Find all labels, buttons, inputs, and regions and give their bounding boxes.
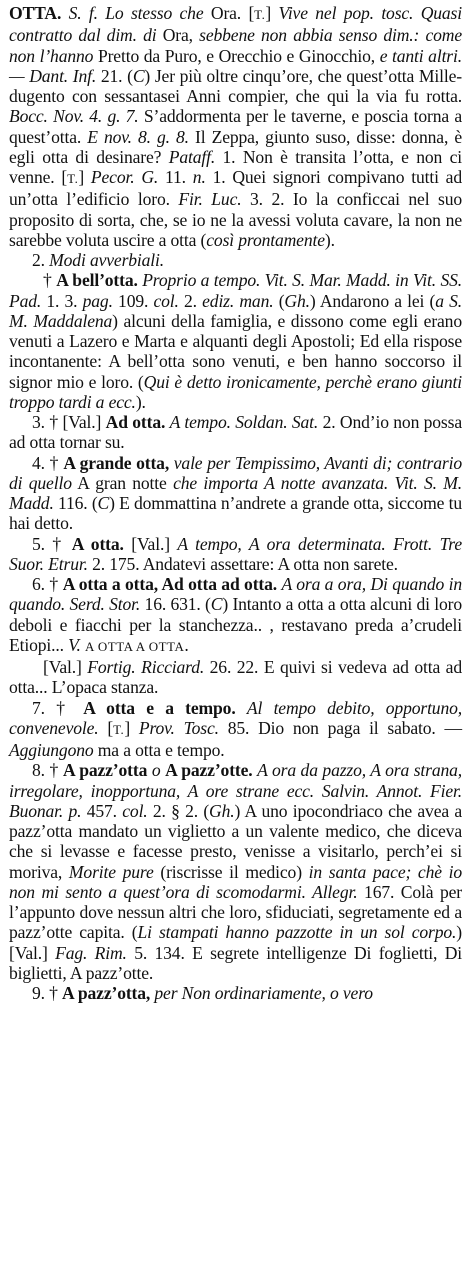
italic-text: col. (122, 800, 148, 821)
body-text: [Val.] (43, 657, 88, 677)
italic-text: C (132, 65, 145, 86)
italic-text: Modi avverbiali. (49, 250, 165, 270)
italic-text: Vive nel pop. tosc. Quasi contratto dal dim. di (9, 3, 462, 46)
body-text: 4. † (32, 452, 64, 473)
italic-text: pag. (82, 290, 113, 311)
italic-text: V. (68, 634, 81, 655)
italic-text: E nov. 8. g. 8. (87, 126, 189, 147)
body-text: 2. (178, 290, 203, 311)
italic-text: Gh. (284, 290, 310, 311)
small-caps-text: T. (67, 171, 79, 186)
sense-paragraph (9, 534, 462, 575)
italic-text: che importa A notte avanzata. Vit. S. M. Madd. (9, 472, 462, 513)
body-text: [ (98, 717, 114, 738)
italic-text: o (151, 760, 161, 781)
headword: A pazz’otte. (165, 760, 253, 781)
body-text: 3. † [Val.] (32, 412, 106, 432)
body-text: 9. † (32, 983, 63, 1003)
italic-text: Fag. Rim. (55, 942, 127, 963)
headword: A otta a otta, Ad otta ad otta. (62, 574, 278, 594)
entry-senses (9, 250, 462, 1003)
italic-text: Proprio a tempo. Vit. S. Mar. Madd. in Vit. SS. Pad. (9, 270, 463, 311)
body-text: ) Andarono a lei ( (309, 290, 436, 311)
italic-text: Morite pure (68, 861, 154, 882)
body-text: A gran notte (71, 472, 174, 493)
italic-text: in santa pace; chè io non mi sento a quest’ora di scomodarmi. Allegr. (9, 861, 462, 902)
body-text: ) A uno ipocondriaco che avea a pazz’otta mandato un viglietto a un valente medico, che diceva che si levasse e facesse presto, venisse a visitarlo, perch’ei si moriva, (9, 800, 463, 882)
italic-text: C (97, 493, 110, 513)
italic-text: Aggiungono (9, 740, 94, 760)
body-text: 1. 3. (41, 290, 83, 311)
italic-text: A tempo. Soldan. Sat. (169, 412, 319, 432)
italic-text: sebbene non abbia senso dim.: come non l’hanno (9, 25, 463, 66)
italic-text: Gh. (209, 800, 235, 821)
italic-text: Qui è detto ironicamente, perchè erano giunti troppo tardi a ecc. (9, 371, 462, 412)
body-text: 3. 2. Io la conficcai nel suo proposito di sorta, che, se io ne la avessi voluta cavare, la non ne sarebbe voluta uscire a otta ( (9, 189, 462, 250)
entry-otta (9, 3, 462, 250)
italic-text: a S. M. Maddalena (9, 290, 462, 331)
body-text: 85. Dio non paga il sabato. — (218, 717, 462, 738)
headword: A pazz’otta, (62, 983, 151, 1003)
body-text: 7. † (32, 697, 84, 718)
italic-text: ediz. man. (202, 290, 274, 311)
entry-paragraph (9, 3, 462, 250)
body-text (236, 698, 247, 718)
body-text: 26. 22. E quivi si vedeva ad otta ad otta... L’opaca stanza. (9, 657, 462, 698)
italic-text: col. (153, 290, 179, 311)
italic-text: Fir. Luc. (178, 189, 242, 210)
headword: A otta. (71, 533, 124, 554)
body-text: [Val.] (123, 533, 178, 554)
body-text: . (184, 634, 189, 655)
italic-text: Al tempo debito, opportuno, convenevole. (9, 697, 462, 738)
italic-text: A tempo, A ora determinata. Frott. Tre Suor. Etrur. (9, 533, 463, 574)
body-text: ) [Val.] (9, 922, 462, 963)
body-text: ) Intanto a otta a otta alcuni di loro deboli e fiacchi per la stanchezza.. , restavano preda a’crudeli Etiopi... (9, 594, 463, 655)
body-text: 8. † (32, 760, 64, 781)
italic-text: Bocc. Nov. 4. g. 7. (9, 106, 139, 127)
italic-text: n. (192, 167, 206, 187)
body-text: 116. ( (53, 493, 98, 513)
sense-paragraph (9, 657, 462, 698)
sense-paragraph (9, 760, 462, 983)
body-text: Il Zeppa, giunto suso, disse: donna, è egli otta di desinare? (9, 126, 462, 167)
body-text: (riscrisse il medico) (153, 861, 309, 882)
italic-text: A ora da pazzo, A ora strana, irregolare, inopportuna, A ore strane ecc. Salvin. Annot. Fier. Buonar. p. (9, 760, 463, 821)
body-text: ) E dommattina n’andrete a grande otta, siccome tu hai detto. (9, 493, 462, 534)
italic-text: Pataff. (168, 146, 216, 167)
body-text: 5. † (32, 533, 72, 554)
headword: Ad otta. (105, 412, 166, 432)
small-caps-text: T. (113, 721, 125, 737)
italic-text: Prov. Tosc. (138, 717, 219, 738)
body-text: 2. Ond’io non possa ad otta tornar su. (9, 412, 462, 453)
sense-paragraph (9, 574, 462, 657)
body-text: ( (273, 290, 285, 311)
body-text: Pretto da Puro, e Orecchio e Ginocchio, (93, 45, 380, 66)
headword: A otta e a tempo. (83, 697, 236, 718)
body-text: † (43, 270, 57, 291)
headword: A grande otta, (63, 452, 170, 473)
body-text: 2. § 2. ( (147, 800, 210, 821)
sense-paragraph (9, 250, 462, 270)
body-text: ). (324, 229, 335, 250)
body-text: ] (265, 3, 279, 23)
sense-paragraph (9, 698, 462, 761)
headword: A pazz’otta (63, 760, 148, 781)
italic-text: così prontamente (206, 229, 325, 250)
body-text: 457. (81, 800, 123, 821)
italic-text: per Non ordinariamente, o vero (154, 983, 373, 1003)
body-text: ] (78, 167, 91, 187)
small-caps-text: T. (254, 7, 266, 22)
italic-text: vale per Tempissimo, Avanti di; contrario di quello (9, 452, 462, 493)
headword: A bell’otta. (56, 270, 138, 291)
sense-paragraph (9, 270, 462, 412)
sense-paragraph (9, 983, 462, 1003)
body-text: S’addormenta per le taverne, e poscia torna a quest’otta. (9, 106, 462, 147)
body-text: 109. (112, 290, 154, 311)
sense-paragraph (9, 412, 462, 453)
body-text: Ora. [ (203, 3, 255, 23)
body-text: 167. Colà per l’appunto dove nessun altri che loro, sfiduciati, segretamente ed a pazz’otte capita. ( (9, 881, 463, 943)
body-text: ). (135, 391, 146, 412)
italic-text: e tanti altri. — Dant. Inf. (9, 45, 462, 86)
body-text: 2. 175. Andatevi assettare: A otta non sarete. (87, 553, 398, 574)
italic-text: Li stampati hanno pazzotte in un sol corpo. (137, 922, 457, 943)
body-text: Ora, (156, 25, 200, 46)
italic-text: Pecor. G. (90, 167, 159, 187)
body-text: ) alcuni della famiglia, e dissono come egli erano venuti a Lazero e Marta e alquanti degli Apostoli; Ed ella rispose incontanente: A bell’otta sono venuti, e ben hanno soccorso il signor mio e loro. ( (9, 310, 462, 392)
headword: OTTA. (9, 3, 62, 23)
italic-text: A ora a ora, Di quando in quando. Serd. Stor. (9, 574, 462, 615)
italic-text: Fortig. Ricciard. (87, 657, 205, 677)
sense-paragraph (9, 453, 462, 534)
body-text (61, 3, 68, 23)
body-text: 1. Non è transita l’otta, e non ci venne. [ (9, 146, 462, 187)
italic-text: S. f. Lo stesso che (68, 3, 204, 23)
body-text: 2. (32, 250, 50, 270)
body-text: 21. ( (96, 65, 133, 86)
body-text: 11. (158, 167, 193, 187)
body-text: 5. 134. E segrete intelligenze Di foglietti, Di biglietti, A pazz’otte. (9, 942, 463, 983)
body-text: 16. 631. ( (140, 594, 211, 615)
body-text: 6. † (32, 574, 63, 594)
body-text: ] (124, 717, 139, 738)
body-text: ma a otta e tempo. (93, 740, 225, 760)
body-text: ) Jer più oltre cinqu’ore, che quest’otta Mille-dugento con sessantasei Anni compier, che qui la via fu rotta. (9, 65, 463, 106)
italic-text: C (210, 594, 223, 615)
small-caps-text: A OTTA A OTTA (84, 638, 185, 654)
body-text: 1. Quei signori compivano tutti ad un’otta l’edificio loro. (9, 167, 462, 210)
